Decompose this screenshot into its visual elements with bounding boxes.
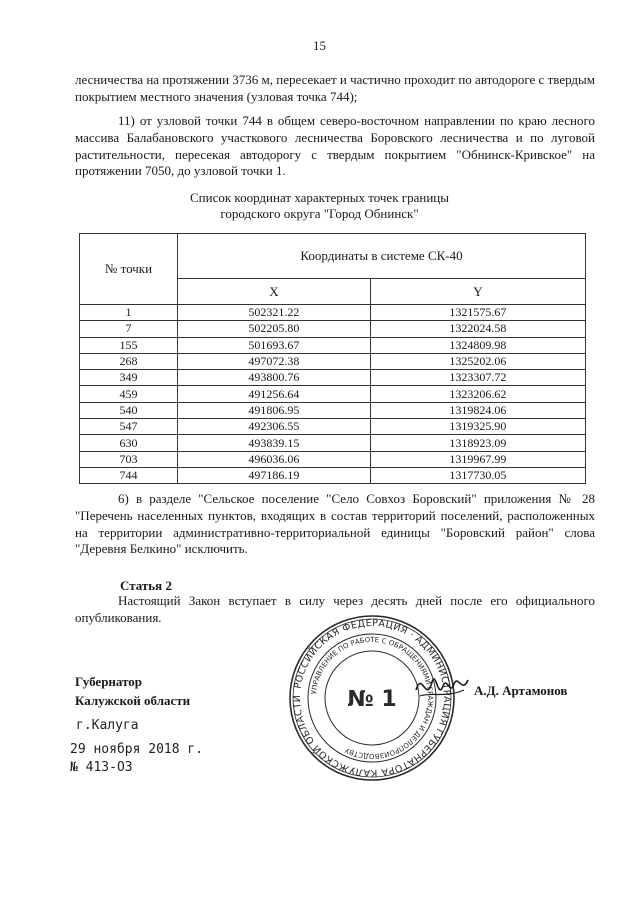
cell-x: 501693.67 xyxy=(178,337,371,353)
cell-x: 492306.55 xyxy=(178,419,371,435)
cell-point-number: 155 xyxy=(80,337,178,353)
table-row xyxy=(80,467,586,483)
cell-point-number: 540 xyxy=(80,402,178,418)
cell-point-number: 744 xyxy=(80,467,178,483)
cell-x: 496036.06 xyxy=(178,451,371,467)
stamp-city: г.Калуга xyxy=(76,718,139,733)
article-title: Статья 2 xyxy=(120,578,172,593)
svg-text:РОССИЙСКАЯ ФЕДЕРАЦИЯ · АДМИНИС: РОССИЙСКАЯ ФЕДЕРАЦИЯ · АДМИНИСТРАЦИЯ ГУБЕРНАТОРА КАЛУЖСКОЙ ОБЛАСТИ xyxy=(291,617,453,779)
cell-x: 497072.38 xyxy=(178,353,371,369)
caption-line-1: Список координат характерных точек границы xyxy=(190,190,449,205)
table-row xyxy=(80,435,586,451)
cell-point-number: 268 xyxy=(80,353,178,369)
cell-x: 502321.22 xyxy=(178,305,371,321)
caption-line-2: городского округа "Город Обнинск" xyxy=(220,206,419,221)
cell-point-number: 7 xyxy=(80,321,178,337)
table-row xyxy=(80,370,586,386)
cell-x: 497186.19 xyxy=(178,467,371,483)
cell-point-number: 547 xyxy=(80,419,178,435)
page-number: 15 xyxy=(313,38,326,53)
header-y: Y xyxy=(370,279,585,305)
table-caption xyxy=(0,190,639,222)
header-x: X xyxy=(178,279,371,305)
svg-text:№ 1: № 1 xyxy=(347,687,397,712)
cell-point-number: 703 xyxy=(80,451,178,467)
cell-y: 1324809.98 xyxy=(370,337,585,353)
cell-point-number: 349 xyxy=(80,370,178,386)
table-row xyxy=(80,321,586,337)
cell-y: 1318923.09 xyxy=(370,435,585,451)
header-point-number: № точки xyxy=(80,234,178,305)
governor-line-2: Калужской области xyxy=(75,693,191,708)
handwritten-signature-icon xyxy=(412,660,472,710)
cell-y: 1319967.99 xyxy=(370,451,585,467)
article-text: Настоящий Закон вступает в силу через десять дней после его официального опубликования. xyxy=(75,593,595,625)
governor-line-1: Губернатор xyxy=(75,674,143,689)
cell-y: 1325202.06 xyxy=(370,353,585,369)
header-coordinate-system: Координаты в системе СК-40 xyxy=(178,234,586,279)
cell-x: 493839.15 xyxy=(178,435,371,451)
paragraph-item-6: 6) в разделе "Сельское поселение "Село Совхоз Боровский" приложения № 28 "Перечень населенных пунктов, входящих в состав территорий поселений, расположенных на территории административно-территориальной единицы "Боровский район" слова "Деревня Белкино" исключить. xyxy=(75,491,595,557)
cell-point-number: 630 xyxy=(80,435,178,451)
cell-x: 491256.64 xyxy=(178,386,371,402)
stamp-number: № 413-ОЗ xyxy=(70,760,133,775)
paragraph-item-11: 11) от узловой точки 744 в общем северо-восточном направлении по краю лесного массива Балабановского участкового лесничества Боровского лесничества и по луговой растительности, пересекая автодорогу с твердым покрытием "Обнинск-Кривское" на протяжении 7050, до узловой точки 1. xyxy=(75,113,595,179)
cell-y: 1323206.62 xyxy=(370,386,585,402)
cell-x: 491806.95 xyxy=(178,402,371,418)
cell-x: 493800.76 xyxy=(178,370,371,386)
cell-y: 1323307.72 xyxy=(370,370,585,386)
signer-name: А.Д. Артамонов xyxy=(474,683,568,698)
table-row xyxy=(80,386,586,402)
table-row xyxy=(80,402,586,418)
table-row xyxy=(80,419,586,435)
cell-x: 502205.80 xyxy=(178,321,371,337)
cell-point-number: 459 xyxy=(80,386,178,402)
table-row xyxy=(80,305,586,321)
table-row xyxy=(80,451,586,467)
cell-y: 1321575.67 xyxy=(370,305,585,321)
governor-title xyxy=(75,672,190,710)
table-row xyxy=(80,353,586,369)
cell-point-number: 1 xyxy=(80,305,178,321)
cell-y: 1319824.06 xyxy=(370,402,585,418)
coordinates-table xyxy=(79,233,586,484)
svg-text:УПРАВЛЕНИЕ ПО РАБОТЕ С ОБРАЩЕН: УПРАВЛЕНИЕ ПО РАБОТЕ С ОБРАЩЕНИЯМИ ГРАЖДАН И ДЕЛОПРОИЗВОДСТВУ xyxy=(310,635,435,761)
table-row xyxy=(80,337,586,353)
cell-y: 1322024.58 xyxy=(370,321,585,337)
paragraph-continuation: лесничества на протяжении 3736 м, пересекает и частично проходит по автодороге с твердым покрытием местного значения (узловая точка 744); xyxy=(75,72,595,104)
cell-y: 1317730.05 xyxy=(370,467,585,483)
stamp-date: 29 ноября 2018 г. xyxy=(70,742,204,757)
cell-y: 1319325.90 xyxy=(370,419,585,435)
